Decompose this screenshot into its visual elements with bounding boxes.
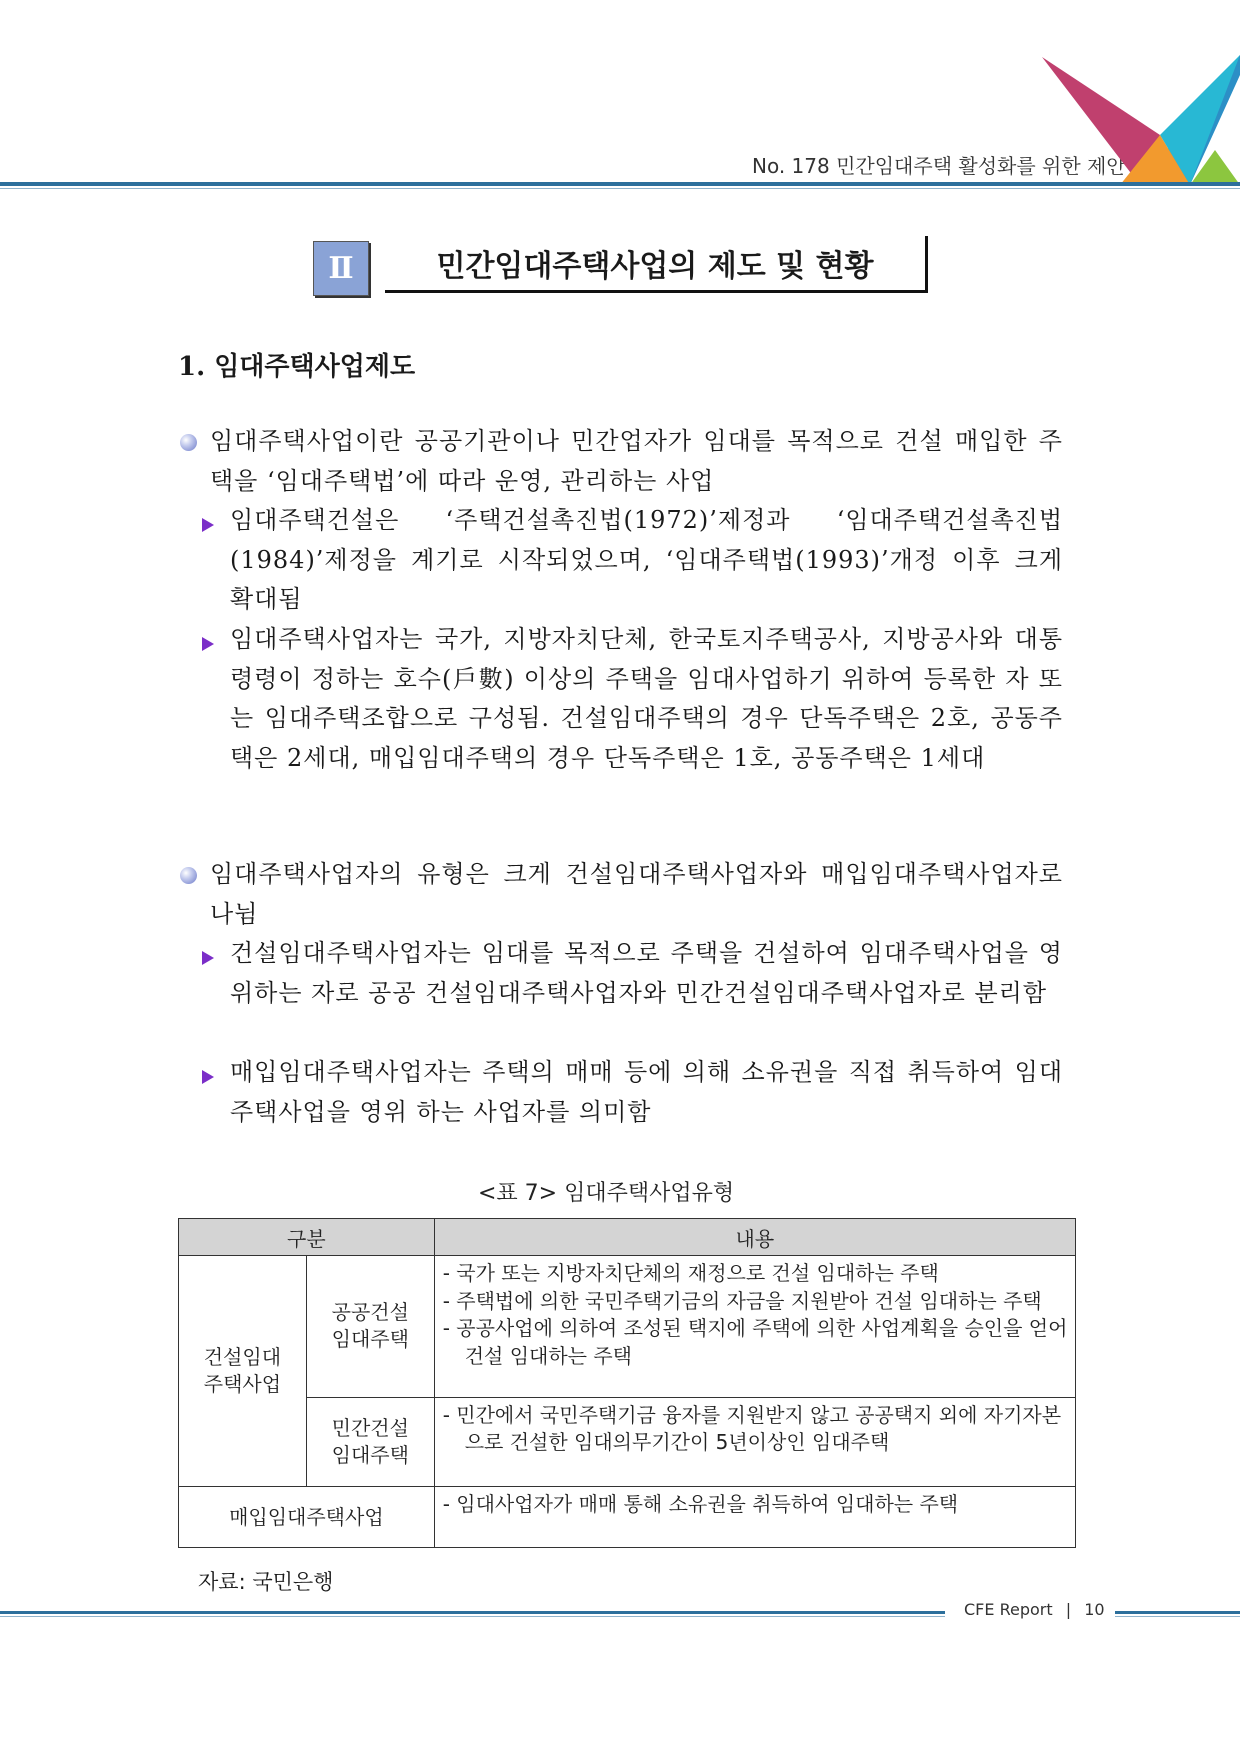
list-item: - 국가 또는 지방자치단체의 재정으로 건설 임대하는 주택 — [442, 1261, 939, 1285]
paragraph-main: 임대주택사업자의 유형은 크게 건설임대주택사업자와 매입임대주택사업자로 나뉨 — [210, 860, 1063, 928]
chapter-number-badge: Ⅱ — [313, 241, 369, 296]
running-header: No. 178 민간임대주택 활성화를 위한 제안 — [752, 154, 1126, 178]
header-rule-thin — [0, 188, 1240, 189]
footer-rule-thin — [1115, 1616, 1240, 1617]
table-caption: <표 7> 임대주택사업유형 — [478, 1181, 735, 1206]
chapter-title: 민간임대주택사업의 제도 및 현황 — [385, 236, 928, 293]
content-public-construction — [434, 1256, 1075, 1398]
triangle-bullet-icon — [202, 951, 214, 965]
sub-private-construction: 민간건설 임대주택 — [306, 1397, 434, 1486]
list-item: - 민간에서 국민주택기금 융자를 지원받지 않고 공공택지 외에 자기자본으로 건설한 임대의무기간이 5년이상인 임대주택 — [442, 1402, 1062, 1455]
circle-bullet-icon — [180, 867, 197, 884]
table-header-row — [179, 1219, 1076, 1256]
content-purchase-rental — [434, 1487, 1075, 1548]
circle-bullet-icon — [180, 434, 197, 451]
footer-separator: | — [1065, 1600, 1072, 1619]
section-title: 1. 임대주택사업제도 — [178, 352, 416, 382]
table-row — [179, 1256, 1076, 1398]
paragraph-sub: 임대주택사업자는 국가, 지방자치단체, 한국토지주택공사, 지방공사와 대통령령이 정하는 호수(戶數) 이상의 주택을 임대사업하기 위하여 등록한 자 또는 임대주택조합으로 구성됨. 건설임대주택의 경우 단독주택은 2호, 공동주택은 2세대, 매입임대주택의 경우 단독주택은 1호, 공동주택은 1세대 — [230, 625, 1063, 772]
footer-rule — [0, 1611, 945, 1614]
triangle-bullet-icon — [202, 518, 214, 532]
rental-business-types-table — [178, 1218, 1076, 1548]
footer-rule — [1115, 1611, 1240, 1614]
triangle-bullet-icon — [202, 1070, 214, 1084]
header-content: 내용 — [434, 1219, 1075, 1256]
group-construction-rental: 건설임대 주택사업 — [179, 1256, 307, 1487]
table-row — [179, 1487, 1076, 1548]
paragraph-sub: 임대주택건설은 ‘주택건설촉진법(1972)’제정과 ‘임대주택건설촉진법(1984)’제정을 계기로 시작되었으며, ‘임대주택법(1993)’개정 이후 크게 확대됨 — [230, 506, 1063, 613]
page-number: 10 — [1084, 1600, 1105, 1619]
source-note: 자료: 국민은행 — [198, 1570, 334, 1594]
header-category: 구분 — [179, 1219, 435, 1256]
list-item: - 임대사업자가 매매 통해 소유권을 취득하여 임대하는 주택 — [442, 1492, 959, 1516]
list-item: - 주택법에 의한 국민주택기금의 자금을 지원받아 건설 임대하는 주택 — [442, 1288, 1042, 1313]
paragraph-main: 임대주택사업이란 공공기관이나 민간업자가 임대를 목적으로 건설 매입한 주택을 ‘임대주택법’에 따라 운영, 관리하는 사업 — [210, 427, 1063, 495]
footer-brand: CFE Report — [964, 1600, 1053, 1619]
header-rule — [0, 182, 1240, 186]
sub-public-construction: 공공건설 임대주택 — [306, 1256, 434, 1398]
content-private-construction — [434, 1397, 1075, 1486]
footer-rule-thin — [0, 1616, 945, 1617]
paragraph-sub: 건설임대주택사업자는 임대를 목적으로 주택을 건설하여 임대주택사업을 영위하는 자로 공공 건설임대주택사업자와 민간건설임대주택사업자로 분리함 — [230, 939, 1063, 1007]
list-item: - 공공사업에 의하여 조성된 택지에 주택에 의한 사업계획을 승인을 얻어 건설 임대하는 주택 — [442, 1316, 1068, 1368]
triangle-bullet-icon — [202, 637, 214, 651]
group-purchase-rental: 매입임대주택사업 — [179, 1487, 435, 1548]
corner-logo — [1040, 55, 1240, 185]
table-row — [179, 1397, 1076, 1486]
paragraph-sub: 매입임대주택사업자는 주택의 매매 등에 의해 소유권을 직접 취득하여 임대주택사업을 영위 하는 사업자를 의미함 — [230, 1058, 1063, 1126]
footer — [964, 1600, 1105, 1619]
